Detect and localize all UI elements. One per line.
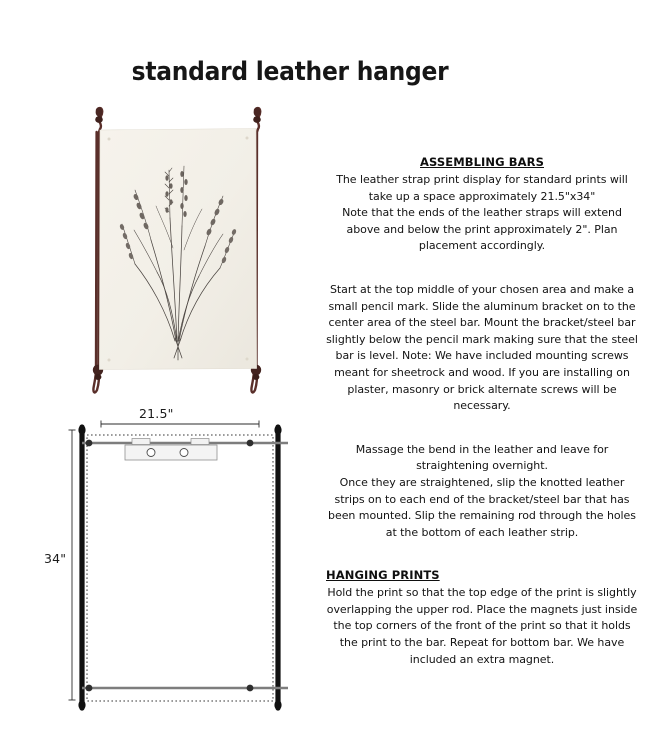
height-dimension-label: 34" [44,551,67,566]
bottom-left-knot [86,685,93,692]
width-dimension-label: 21.5" [139,406,174,421]
section-assembling-bars [326,155,638,255]
screw-hole-left [147,449,155,457]
section-paragraph: Note that the ends of the leather straps will extend above and below the print approximately 2". Plan placement accordingly. [342,206,622,253]
spacer [326,554,638,568]
section-paragraph: Hold the print so that the top edge of the print is slightly overlapping the upper rod. Place the magnets just inside the top corners of the front of the print so that it holds the print to the bar. Repeat for bottom bar. We have included an extra magnet. [326,586,638,666]
width-dimension-line [101,421,259,428]
section-paragraph: Once they are straightened, slip the knotted leather strips on to each end of the bracket/steel bar that has been mounted. Slip the remaining rod through the holes at the bottom of each leather strip. [328,475,636,539]
left-leather-strip [78,425,85,710]
bottom-right-knot [247,685,254,692]
section-paragraph: Massage the bend in the leather and leave for straightening overnight. [355,442,609,473]
section-mounting [326,282,638,415]
right-knot [247,440,254,447]
screw-hole-right [180,449,188,457]
left-knot [86,440,93,447]
spacer [326,428,638,442]
hanger-photo [78,98,278,398]
section-leather-straightening [326,442,638,542]
section-paragraph: Start at the top middle of your chosen area and make a small pencil mark. Slide the aluminum bracket on to the center area of the steel bar. Mount the bracket/steel bar slightly below the pencil mark making sure that the steel bar is level. Note: We have included mounting screws meant for sheetrock and wood. If you are installing on plaster, masonry or brick alternate screws will be necessary. [326,282,638,413]
section-heading-assembling-bars: ASSEMBLING BARS [420,155,544,169]
page-title: standard leather hanger [131,57,449,87]
spacer [326,268,638,282]
section-paragraph: The leather strap print display for standard prints will take up a space approximately 21.5"x34" [336,173,628,203]
instructions-column [326,155,638,681]
right-leather-strip [274,425,281,710]
hanger-photo-svg [78,98,278,398]
height-dimension-line [69,430,76,700]
print-outline [87,435,273,701]
section-hanging-prints [326,568,638,668]
technical-diagram [60,418,300,718]
technical-diagram-svg [60,418,300,718]
section-heading-hanging-prints: HANGING PRINTS [326,568,440,583]
aluminum-bracket [125,445,217,460]
